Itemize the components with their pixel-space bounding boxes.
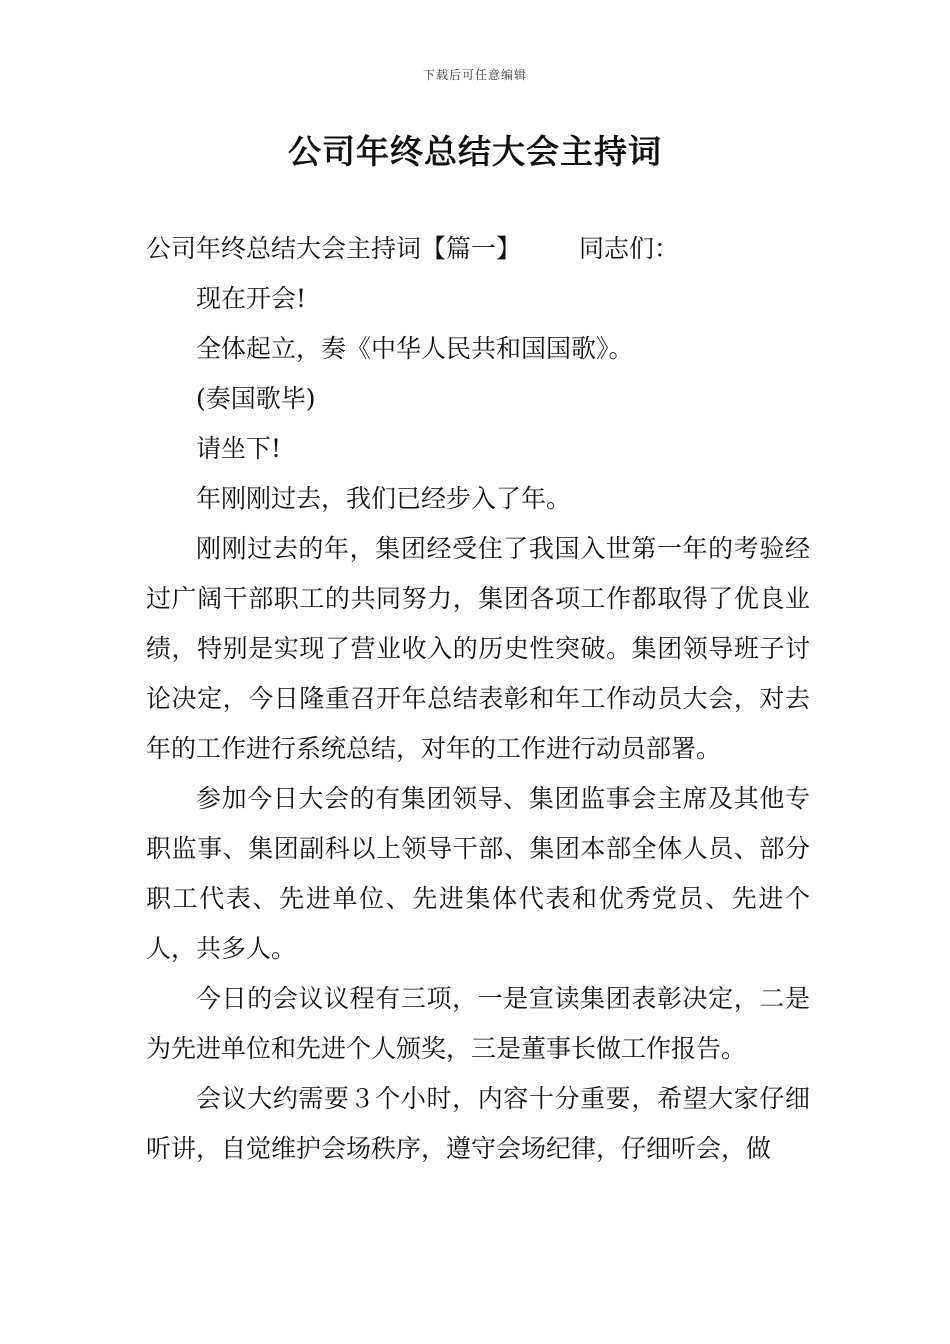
paragraph: 刚刚过去的年，集团经受住了我国入世第一年的考验经过广阔干部职工的共同努力，集团各项工作都取得了优良业绩，特别是实现了营业收入的历史性突破。集团领导班子讨论决定，今日隆重召开年总结表彰和年工作动员大会，对去年的工作进行系统总结，对年的工作进行动员部署。 — [146, 534, 810, 763]
salutation: 同志们： — [579, 234, 680, 263]
paragraph: 现在开会! — [196, 284, 307, 313]
paragraph: 会议大约需要３个小时，内容十分重要，希望大家仔细听讲，自觉维护会场秩序，遵守会场纪律，仔细听会，做 — [146, 1084, 810, 1163]
paragraph: 参加今日大会的有集团领导、集团监事会主席及其他专职监事、集团副科以上领导干部、集团本部全体人员、部分职工代表、先进单位、先进集体代表和优秀党员、先进个人，共多人。 — [146, 784, 810, 963]
document-body — [146, 224, 810, 1174]
header-note: 下载后可任意编辑 — [422, 68, 527, 82]
section-heading: 公司年终总结大会主持词【篇一】 — [146, 234, 522, 263]
paragraph: (奏国歌毕) — [196, 384, 316, 413]
document-title: 公司年终总结大会主持词 — [288, 132, 662, 171]
first-line — [146, 224, 810, 274]
paragraph: 今日的会议议程有三项，一是宣读集团表彰决定，二是为先进单位和先进个人颁奖，三是董事长做工作报告。 — [146, 984, 810, 1063]
paragraph: 请坐下! — [196, 434, 282, 463]
paragraph: 年刚刚过去，我们已经步入了年。 — [196, 484, 572, 513]
paragraph: 全体起立，奏《中华人民共和国国歌》。 — [196, 334, 634, 363]
